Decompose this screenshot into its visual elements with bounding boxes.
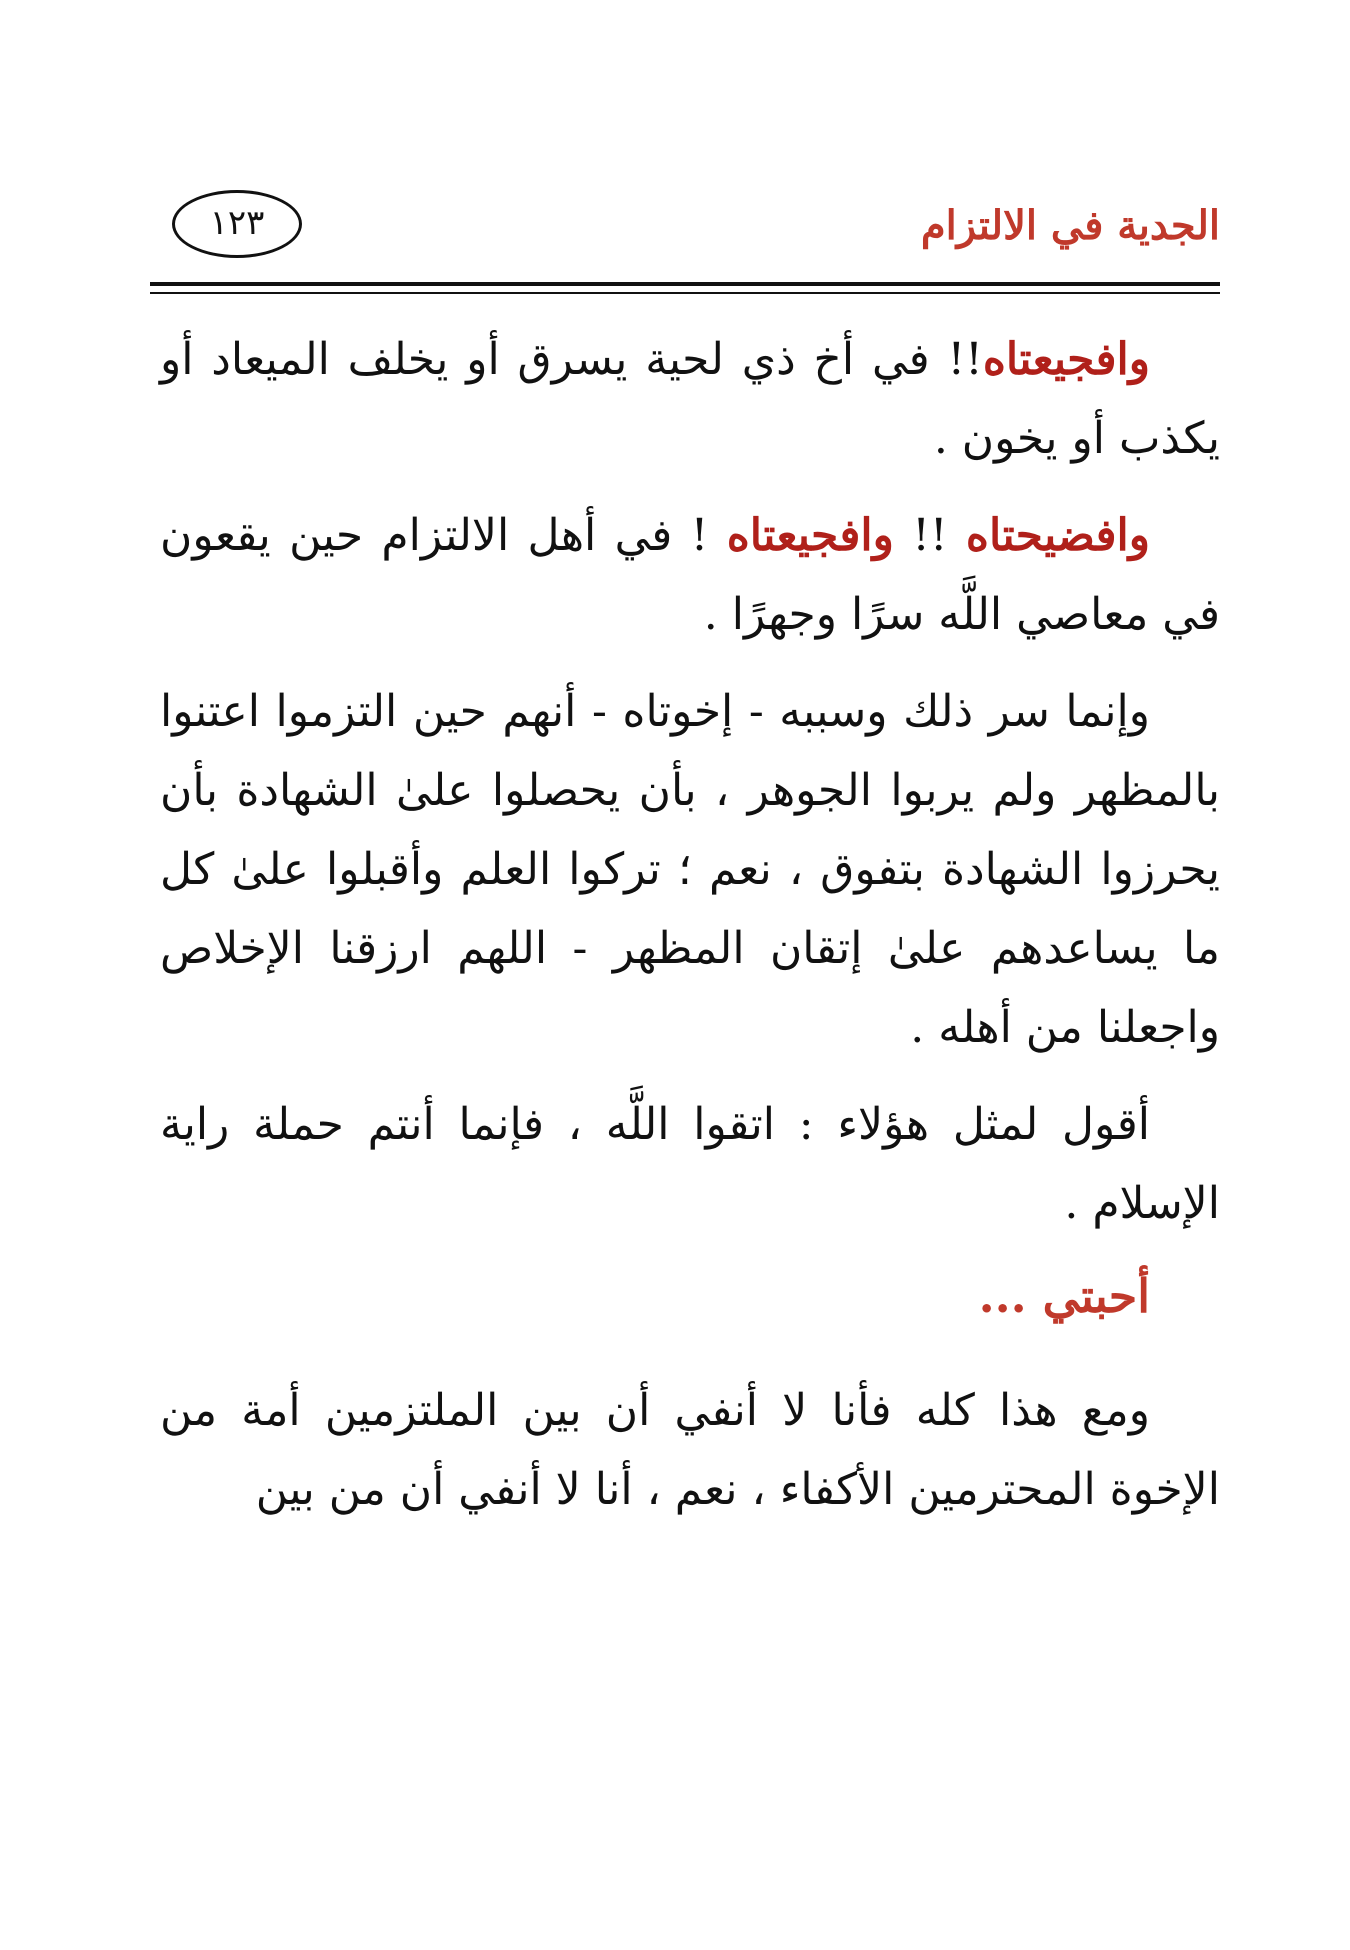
header-rule-thick (150, 282, 1220, 286)
exclamation-accent: وافضيحتاه (965, 510, 1150, 561)
paragraph-1 (160, 320, 1220, 478)
exclamation-accent: وافجيعتاه (982, 334, 1150, 385)
paragraph-text: ! في أهل الالتزام حين يقعون في معاصي اللَّه سرًا وجهرًا . (160, 510, 1220, 640)
paragraph-2 (160, 496, 1220, 654)
exclamation-accent: وافجيعتاه (726, 510, 894, 561)
header-rule-thin (150, 292, 1220, 294)
paragraph-4: أقول لمثل هؤلاء : اتقوا اللَّه ، فإنما أنتم حملة راية الإسلام . (160, 1099, 1220, 1229)
page-number: ١٢٣ (172, 190, 302, 258)
paragraph-text: !! في أخ ذي لحية يسرق أو يخلف الميعاد أو يكذب أو يخون . (160, 334, 1220, 464)
running-title: الجدية في الالتزام (920, 202, 1220, 249)
paragraph-5: ومع هذا كله فأنا لا أنفي أن بين الملتزمين أمة من الإخوة المحترمين الأكفاء ، نعم ، أنا لا أنفي أن من بين (160, 1385, 1220, 1515)
body-text (160, 320, 1220, 1547)
section-heading: أحبتي ... (978, 1269, 1150, 1323)
page-header (150, 190, 1220, 280)
paragraph-3: وإنما سر ذلك وسببه - إخوتاه - أنهم حين التزموا اعتنوا بالمظهر ولم يربوا الجوهر ، بأن يحصلوا علىٰ الشهادة بأن يحرزوا الشهادة بتفوق ، نعم ؛ تركوا العلم وأقبلوا علىٰ كل ما يساعدهم علىٰ إتقان المظهر - اللهم ارزقنا الإخلاص واجعلنا من أهله . (160, 686, 1220, 1053)
paragraph-text: !! (893, 510, 966, 561)
